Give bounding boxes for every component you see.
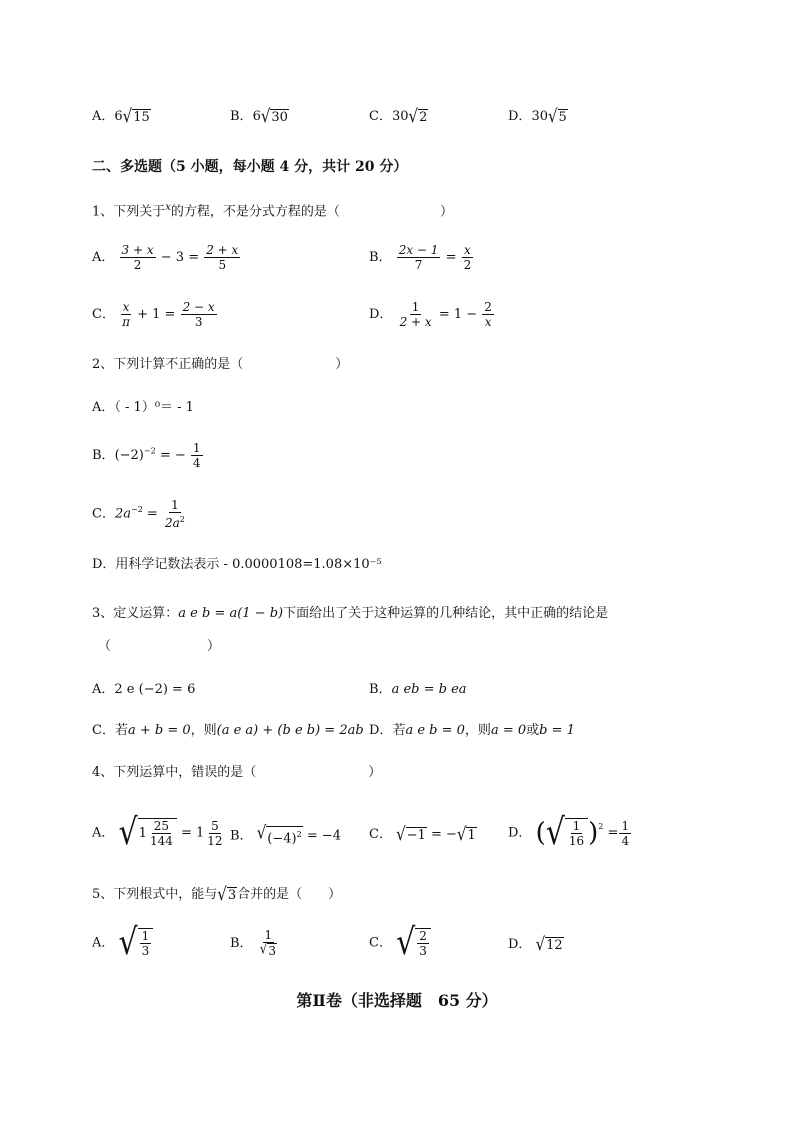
question-5-option-c: C． √ $\frac{2}{3}$: [369, 928, 431, 958]
question-4-option-b: B． √ $(-4)^2$ = −4: [230, 821, 342, 847]
question-5-option-d: D． √ 12: [508, 932, 563, 955]
question-4-option-a: A． √ 1 $\frac{25}{144}$ = 1 $\frac{5}{12}$: [92, 811, 223, 854]
question-3-option-b: B．a eb = b ea: [369, 682, 467, 697]
question-1-option-c: C． $\frac{x}{\pi}$ + 1 = $\frac{2 - x}{3}$: [92, 300, 215, 329]
question-1-option-a: A． $\frac{3 + x}{2}$ − 3 = $\frac{2 + x}{5}$: [92, 243, 239, 272]
question-2-option-c: C．$2a^{-2}$ = $\frac{1}{2a^2}$: [92, 498, 185, 530]
question-5-option-b: B． 1 √ 3: [230, 928, 276, 958]
prev-option-d: D．30 √ 5: [508, 104, 567, 127]
question-2-option-a: A．（ - 1）⁰＝ - 1: [92, 400, 194, 415]
question-5-option-a: A． √ $\frac{1}{3}$: [92, 928, 153, 958]
prev-option-b: B．6 √ 30: [230, 104, 288, 127]
question-2-option-b: B．$(-2)^{-2}$ = − $\frac{1}{4}$: [92, 441, 201, 470]
question-3-stem: 3、定义运算：a e b = a(1 − b)下面给出了关于这种运算的几种结论，其中正确的结论是: [92, 606, 609, 621]
question-2-option-d: D．用科学记数法表示 - 0.0000108=1.08×10⁻⁵: [92, 557, 382, 572]
question-4-stem: 4、下列运算中，错误的是（ ）: [92, 765, 382, 780]
question-1-option-d: D． $\frac{1}{2 + x}$ = 1 − $\frac{2}{x}$: [369, 300, 492, 329]
question-1-stem: 1、下列关于$^x$的方程，不是分式方程的是（ ）: [92, 202, 453, 220]
question-5-stem: 5、下列根式中，能与 √ 3 合并的是（ ）: [92, 882, 342, 905]
prev-option-c: C．30 √ 2: [369, 104, 428, 127]
question-2-stem: 2、下列计算不正确的是（ ）: [92, 357, 349, 372]
part-2-title: 第Ⅱ卷（非选择题 65 分）: [296, 991, 498, 1010]
question-3-option-a: A．2 e (−2) = 6: [92, 682, 196, 697]
question-3-answer-paren: （ ）: [98, 639, 221, 654]
question-4-option-d: D． ( √ $\frac{1}{16}$ )$^2$ = $\frac{1}{4}$: [508, 811, 630, 854]
question-3-option-c: C．若a + b = 0，则(a e a) + (b e b) = 2ab: [92, 723, 364, 738]
question-4-option-c: C． √ −1 = − √ 1: [369, 822, 476, 845]
question-1-option-b: B． $\frac{2x - 1}{7}$ = $\frac{x}{2}$: [369, 243, 472, 272]
section-title: 二、多选题（5 小题，每小题 4 分，共计 20 分）: [92, 159, 408, 175]
prev-option-a: A．6 √ 15: [92, 104, 150, 127]
question-3-option-d: D．若a e b = 0，则a = 0或b = 1: [369, 723, 575, 738]
